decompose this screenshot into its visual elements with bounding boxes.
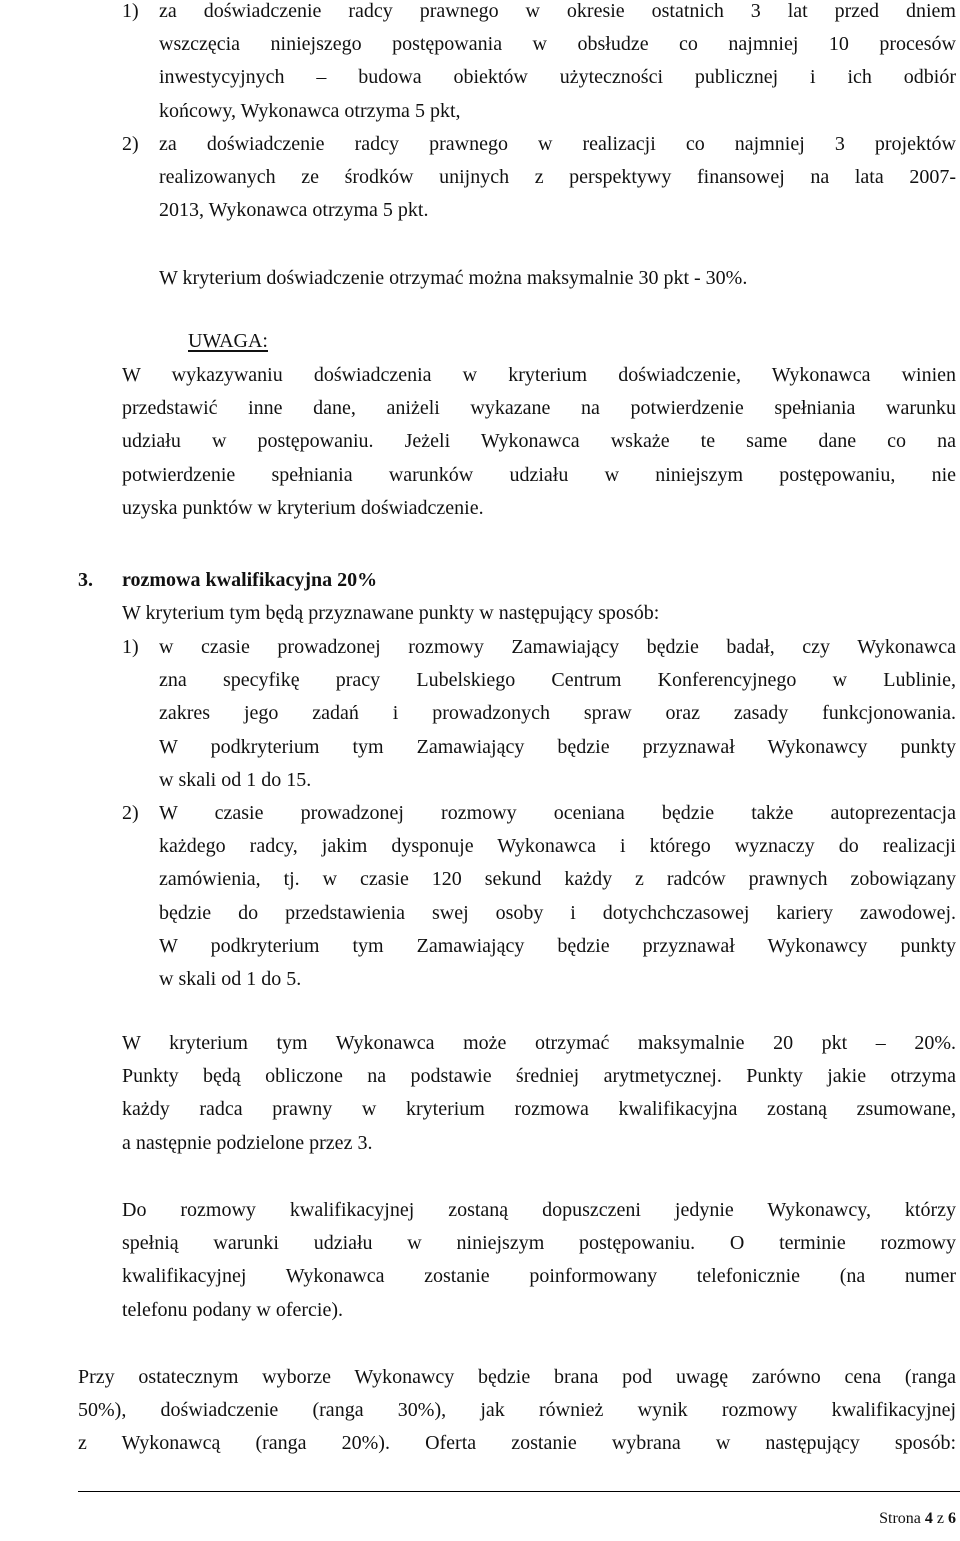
text-line: zamówienia, tj. w czasie 120 sekund każdy z radców prawnych zobowiązany (159, 868, 956, 891)
text-line: Do rozmowy kwalifikacyjnej zostaną dopuszczeni jedynie Wykonawcy, którzy (122, 1199, 956, 1221)
text-line: w skali od 1 do 15. (159, 768, 312, 791)
total-page-count: 6 (948, 1510, 956, 1527)
text-line: potwierdzenie spełniania warunków udziału w niniejszym postępowaniu, nie (122, 463, 956, 486)
text-line: będzie do przedstawienia swej osoby i dotychchczasowej kariery zawodowej. (159, 901, 956, 924)
section-title: rozmowa kwalifikacyjna 20% (122, 569, 378, 591)
current-page-number: 4 (924, 1510, 933, 1527)
page-label: Strona (879, 1510, 921, 1527)
text-line: za doświadczenie radcy prawnego w realizacji co najmniej 3 projektów (159, 133, 956, 155)
list-number: 1) (122, 0, 139, 22)
text-line: telefonu podany w ofercie). (122, 1298, 344, 1321)
text-line: wszczęcia niniejszego postępowania w obsłudze co najmniej 10 procesów (159, 33, 956, 56)
text-line: W czasie prowadzonej rozmowy oceniana będzie także autoprezentacja (159, 802, 956, 824)
text-line: końcowy, Wykonawca otrzyma 5 pkt, (159, 99, 461, 122)
text-line: W podkryterium tym Zamawiający będzie przyznawał Wykonawcy punkty (159, 735, 956, 758)
section-number: 3. (78, 569, 93, 591)
experience-max-points (159, 262, 956, 295)
text-line: każdy radca prawny w kryterium rozmowa kwalifikacyjna zostaną zsumowane, (122, 1098, 956, 1121)
final-selection-paragraph (78, 1361, 956, 1461)
text-line: a następnie podzielone przez 3. (122, 1131, 373, 1154)
text-line: realizowanych ze środków unijnych z perspektywy finansowej na lata 2007- (159, 166, 956, 189)
text-line: inwestycyjnych – budowa obiektów użyteczności publicznej i ich odbiór (159, 66, 956, 89)
text-line: zakres jego zadań i prowadzonych spraw oraz zasady funkcjonowania. (159, 702, 956, 725)
note-label (188, 325, 268, 358)
text-line: uzyska punktów w kryterium doświadczenie. (122, 496, 484, 519)
text-line: 50%), doświadczenie (ranga 30%), jak również wynik rozmowy kwalifikacyjnej (78, 1399, 956, 1422)
list-number: 1) (122, 636, 139, 658)
text-line: przedstawić inne dane, aniżeli wykazane na potwierdzenie spełniania warunku (122, 397, 956, 420)
note-heading: UWAGA: (188, 330, 268, 352)
page-footer (879, 1509, 956, 1529)
list-item-interview-knowledge (122, 631, 956, 797)
list-number: 2) (122, 802, 139, 824)
text-line: W podkryterium tym Zamawiający będzie przyznawał Wykonawcy punkty (159, 934, 956, 957)
page-separator: z (936, 1510, 944, 1527)
text-line: kwalifikacyjnej Wykonawca zostanie poinformowany telefonicznie (na numer (122, 1265, 956, 1288)
text-line: zna specyfikę pracy Lubelskiego Centrum Konferencyjnego w Lublinie, (159, 669, 956, 692)
text-line: z Wykonawcą (ranga 20%). Oferta zostanie wybrana w następujący sposób: (78, 1432, 956, 1455)
text-line: Punkty będą obliczone na podstawie średniej arytmetycznej. Punkty jakie otrzyma (122, 1065, 956, 1088)
footer-divider (78, 1491, 960, 1492)
text-line: za doświadczenie radcy prawnego w okresie ostatnich 3 lat przed dniem (159, 0, 956, 22)
list-item-experience-investment (122, 0, 956, 128)
text-line: każdego radcy, jakim dysponuje Wykonawca i którego wyznaczy do realizacji (159, 835, 956, 858)
section-intro: W kryterium tym będą przyznawane punkty w następujący sposób: (122, 602, 660, 624)
list-item-experience-eu-projects (122, 128, 956, 228)
text-line: W wykazywaniu doświadczenia w kryterium doświadczenie, Wykonawca winien (122, 364, 956, 386)
note-paragraph (122, 359, 956, 525)
text-line: w skali od 1 do 5. (159, 968, 302, 991)
interview-admission-paragraph (122, 1194, 956, 1327)
text-line: w czasie prowadzonej rozmowy Zamawiający będzie badał, czy Wykonawca (159, 636, 956, 658)
text-line: W kryterium doświadczenie otrzymać można maksymalnie 30 pkt - 30%. (159, 267, 748, 289)
list-number: 2) (122, 133, 139, 155)
text-line: 2013, Wykonawca otrzyma 5 pkt. (159, 199, 429, 222)
text-line: spełnią warunki udziału w niniejszym postępowaniu. O terminie rozmowy (122, 1232, 956, 1255)
list-item-interview-selfpresentation (122, 797, 956, 996)
interview-summary-paragraph (122, 1027, 956, 1160)
text-line: udziału w postępowaniu. Jeżeli Wykonawca wskaże te same dane co na (122, 430, 956, 453)
text-line: W kryterium tym Wykonawca może otrzymać maksymalnie 20 pkt – 20%. (122, 1032, 956, 1054)
text-line: Przy ostatecznym wyborze Wykonawcy będzie brana pod uwagę zarówno cena (ranga (78, 1366, 956, 1388)
